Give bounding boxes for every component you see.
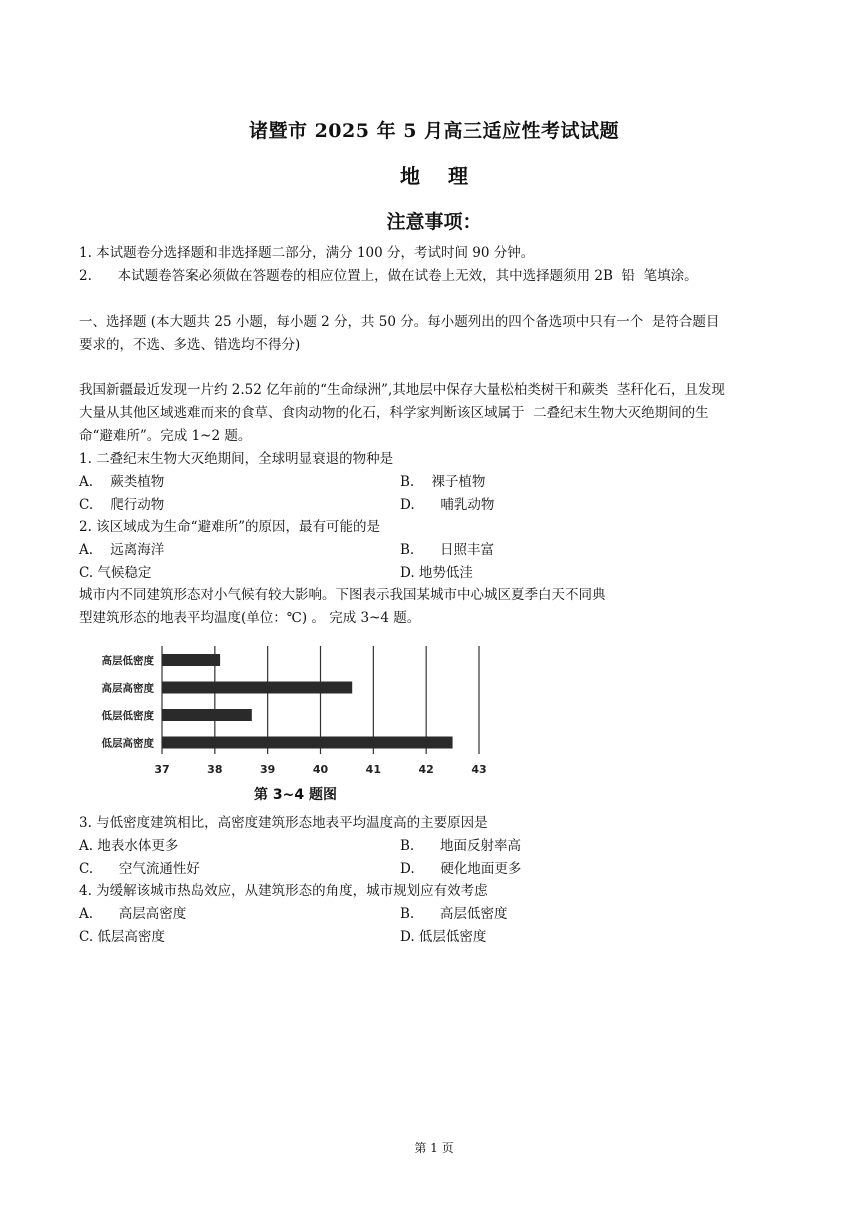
question-2-option-c: C. 气候稳定 <box>79 565 152 581</box>
notice-item-2: 2. 本试题卷答案必须做在答题卷的相应位置上，做在试卷上无效，其中选择题须用 2B 铅 笔填涂。 <box>79 268 698 284</box>
passage2-line-1: 城市内不同建筑形态对小气候有较大影响。下图表示我国某城市中心城区夏季白天不同典 <box>79 587 606 603</box>
question-2-option-a: A. 远离海洋 <box>79 542 165 558</box>
page-number: 第 1 页 <box>414 1141 454 1155</box>
category-label-3: 低层低密度 <box>101 710 154 722</box>
question-3-option-b: B. 地面反射率高 <box>400 838 521 854</box>
category-label-4: 低层高密度 <box>101 737 154 750</box>
question-4-option-c: C. 低层高密度 <box>79 929 165 945</box>
bar-3 <box>162 709 252 721</box>
question-1-option-b: B. 裸子植物 <box>400 474 486 490</box>
x-tick-label-42: 42 <box>418 763 434 776</box>
subject-heading: 地理 <box>400 164 496 188</box>
category-label-1: 高层低密度 <box>101 655 154 667</box>
passage1-line-1: 我国新疆最近发现一片约 2.52 亿年前的“生命绿洲”,其地层中保存大量松柏类树干和蕨类 茎秆化石，且发现 <box>79 382 725 398</box>
question-4-stem: 4. 为缓解该城市热岛效应，从建筑形态的角度，城市规划应有效考虑 <box>79 883 488 899</box>
x-tick-label-39: 39 <box>260 763 276 776</box>
question-2-option-d: D. 地势低洼 <box>400 565 473 581</box>
x-tick-label-38: 38 <box>207 763 223 776</box>
question-2-stem: 2. 该区域成为生命“避难所”的原因，最有可能的是 <box>79 519 380 535</box>
passage2-line-2: 型建筑形态的地表平均温度(单位：℃) 。 完成 3~4 题。 <box>79 610 421 626</box>
question-4-option-d: D. 低层低密度 <box>400 929 487 945</box>
question-2-option-b: B. 日照丰富 <box>400 542 494 558</box>
question-3-option-a: A. 地表水体更多 <box>79 838 179 854</box>
notice-item-1: 1. 本试题卷分选择题和非选择题二部分，满分 100 分，考试时间 90 分钟。 <box>79 245 535 261</box>
x-tick-label-43: 43 <box>471 763 487 776</box>
bar-4 <box>162 737 453 749</box>
exam-title: 诸暨市 2025 年 5 月高三适应性考试试题 <box>248 120 620 142</box>
question-4-option-b: B. 高层低密度 <box>400 906 508 922</box>
question-4-option-a: A. 高层高密度 <box>79 906 187 922</box>
question-1-option-d: D. 哺乳动物 <box>400 497 495 513</box>
question-1-option-a: A. 蕨类植物 <box>79 474 165 490</box>
passage1-line-2: 大量从其他区域逃难而来的食草、食肉动物的化石，科学家判断该区域属于 二叠纪末生物大灭绝期间的生 <box>79 405 709 421</box>
question-3-stem: 3. 与低密度建筑相比，高密度建筑形态地表平均温度高的主要原因是 <box>79 815 488 831</box>
question-3-option-d: D. 硬化地面更多 <box>400 861 522 877</box>
notice-heading: 注意事项： <box>386 211 482 233</box>
bar-1 <box>162 654 220 666</box>
x-tick-label-37: 37 <box>154 763 170 776</box>
x-tick-label-40: 40 <box>312 763 329 776</box>
bar-2 <box>162 682 352 694</box>
category-label-2: 高层高密度 <box>101 682 154 695</box>
passage1-line-3: 命“避难所”。完成 1~2 题。 <box>79 428 252 444</box>
temperature-bar-chart <box>86 638 506 808</box>
section-instruction-line-2: 要求的，不选、多选、错选均不得分) <box>79 337 301 353</box>
section-instruction-line-1: 一、选择题 (本大题共 25 小题，每小题 2 分，共 50 分。每小题列出的四个备选项中只有一个 是符合题目 <box>79 314 720 330</box>
x-tick-label-41: 41 <box>365 763 381 776</box>
question-1-option-c: C. 爬行动物 <box>79 497 165 513</box>
chart-caption: 第 3~4 题图 <box>254 787 337 803</box>
question-3-option-c: C. 空气流通性好 <box>79 861 200 877</box>
question-1-stem: 1. 二叠纪末生物大灭绝期间，全球明显衰退的物种是 <box>79 451 394 467</box>
